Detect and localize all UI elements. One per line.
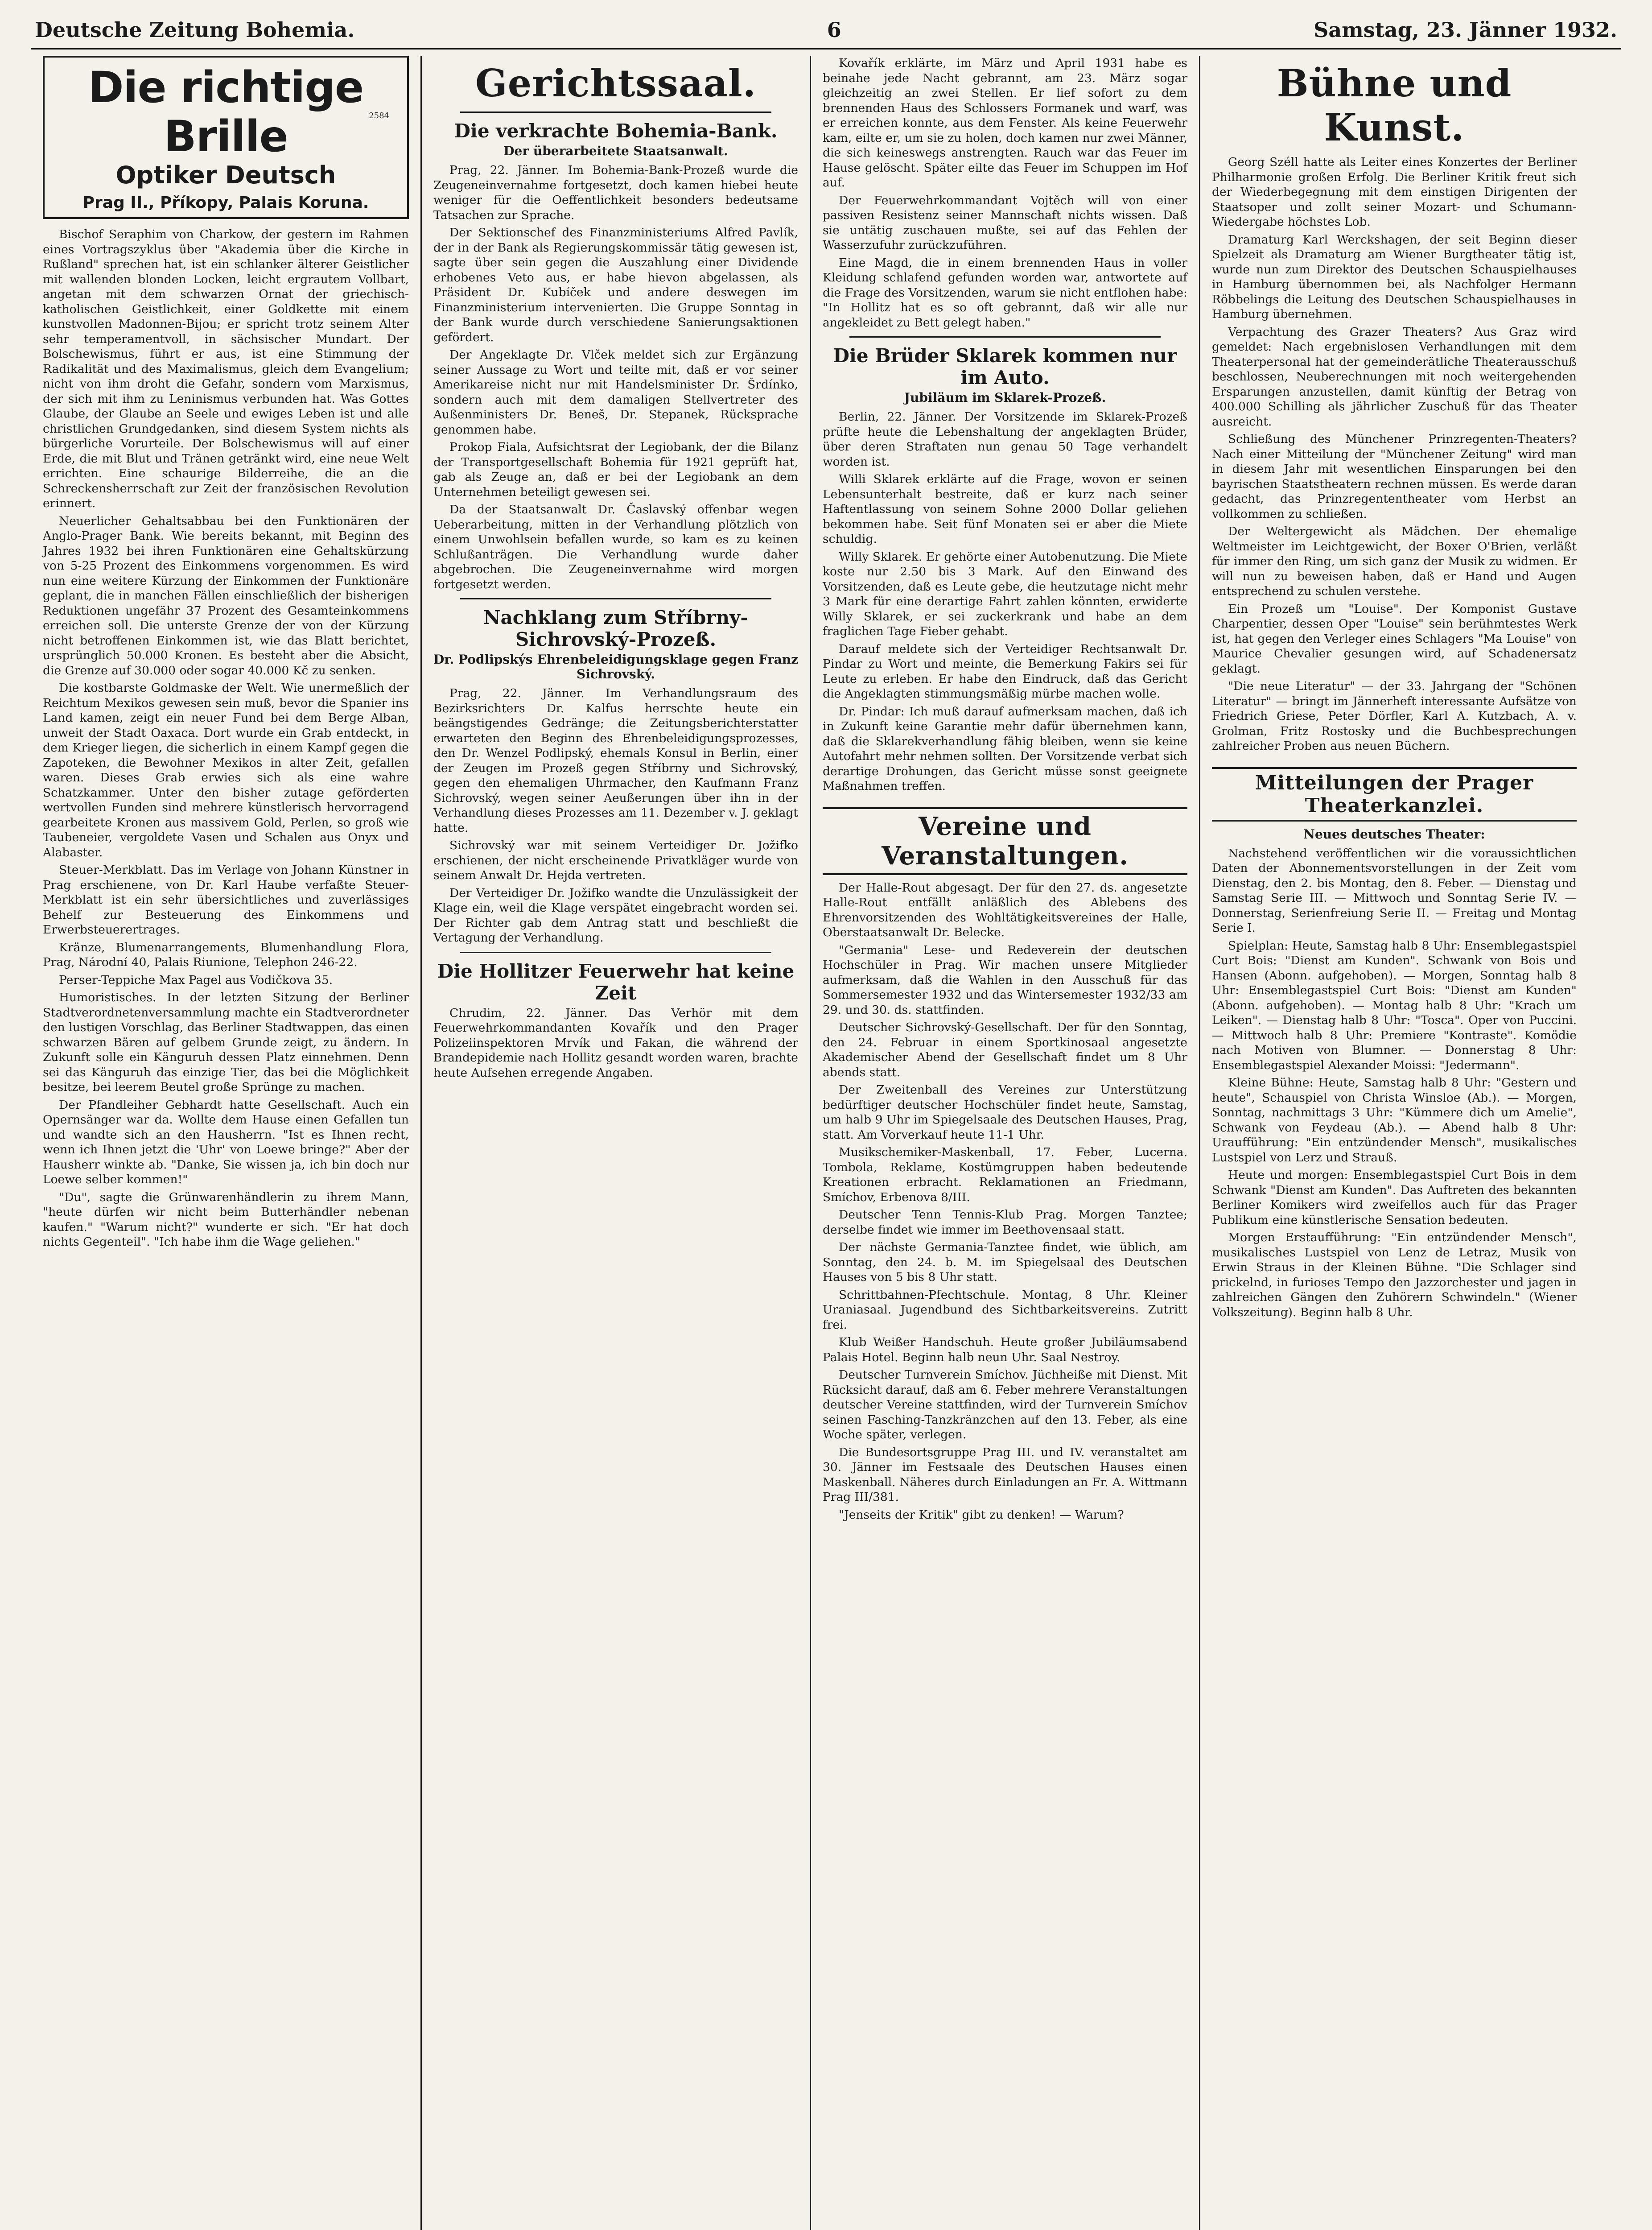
article-paragraph: Prokop Fiala, Aufsichtsrat der Legiobank, der die Bilanz der Transportgesellschaft Bohemia für 1921 geprüft hat, gab als Zeuge an, daß er bei der Legiobank an dem Unternehmen beteiligt gewesen sei. [433,440,798,499]
column-3 [810,56,1199,2230]
article-paragraph: Eine Magd, die in einem brennenden Haus in voller Kleidung schlafend gefunden worden war, antwortete auf die Frage des Vorsitzenden, warum sie nicht entflohen habe: "In Hollitz hat es so oft gebrannt, daß wir alle nur angekleidet zu Bett gelegt haben." [823,256,1187,330]
column-1 [31,56,420,2230]
headline-stribrny: Nachklang zum Stříbrny-Sichrovský-Prozeß. [483,607,748,650]
article-paragraph: "Jenseits der Kritik" gibt zu denken! — Warum? [839,1507,1124,1522]
section-title-theatre-office: Mitteilungen der Prager Theaterkanzlei. [1212,767,1577,822]
subheadline: Jubiläum im Sklarek-Prozeß. [904,390,1106,405]
divider [460,598,771,599]
article-paragraph: Der Weltergewicht als Mädchen. Der ehemalige Weltmeister im Leichtgewicht, der Boxer O'Brien, verläßt für immer den Ring, um sich ganz der Musik zu widmen. Er will nun zu beweisen haben, daß er Hand und Augen entsprechend zu schulen verstehe. [1212,524,1577,598]
article-paragraph: Darauf meldete sich der Verteidiger Rechtsanwalt Dr. Pindar zu Wort und meinte, die Bemerkung Fakirs sei für Leute zu erleben. Er habe den Eindruck, daß das Gericht die Angeklagten stimmungsmäßig mürbe machen wolle. [823,642,1187,701]
article-paragraph: Bischof Seraphim von Charkow, der gestern im Rahmen eines Vortragszyklus über "Akademia über die Kirche in Rußland" sprechen hat, ist ein schlanker älterer Geistlicher mit wallenden blonden Locken, leicht ergrautem Vollbart, angetan mit dem schwarzen Ornat der griechisch-katholischen Geistlichkeit, einer Goldkette mit einem kunstvollen Madonnen-Bijou; er spricht trotz seinem Alter sehr temperamentvoll, in sächsischer Mundart. Der Bolschewismus, führt er aus, ist eine Stimmung der Radikalität und des Maximalismus, gleich dem Evangelium; nicht von ihm droht die Gefahr, sondern vom Marxismus, der sich mit ihm zu Leninismus verbunden hat. Was Gottes Glaube, der Glaube an Seele und ewiges Leben ist und alle christlichen Grundgedanken, sind diesem System nichts als bürgerliche Vorurteile. Der Bolschewismus will auf einer Erde, die mit Blut und Tränen getränkt wird, eine neue Welt errichten. Eine schaurige Bilderreihe, die an die Schreckensherrschaft zur Zeit der französischen Revolution erinnert. [43,227,409,510]
article-paragraph: Dr. Pindar: Ich muß darauf aufmerksam machen, daß ich in Zukunft keine Garantie mehr dafür übernehmen kann, daß die Sklarekverhandlung fähig bleiben, wenn sie keine Autofahrt mehr nehmen sollten. Der Vorsitzende verbat sich derartige Drohungen, das Gericht müsse sonst geeignete Maßnahmen treffen. [823,704,1187,793]
article-paragraph: Humoristisches. In der letzten Sitzung der Berliner Stadtverordnetenversammlung machte ein Stadtverordneter den lustigen Vorschlag, das Berliner Stadtwappen, das einen schwarzen Bären auf gelbem Grunde zeigt, zu ändern. In Zukunft solle ein Känguruh dessen Platz einnehmen. Denn sei das Känguruh das einzige Tier, das bei die Möglichkeit besitze, bei leerem Beutel große Sprünge zu machen. [43,991,409,1094]
optician-ad [43,56,409,219]
subheadline: Dr. Podlipskýs Ehrenbeleidigungsklage gegen Franz Sichrovský. [433,652,799,681]
article-paragraph: Nachstehend veröffentlichen wir die voraussichtlichen Daten der Abonnementsvorstellungen in der Zeit vom Dienstag, den 2. bis Montag, den 8. Feber. — Dienstag und Samstag Serie III. — Mittwoch und Sonntag Serie IV. — Donnerstag, Serienfreiung Serie II. — Freitag und Montag Serie I. [1212,846,1577,935]
article-paragraph: Der Angeklagte Dr. Vlček meldet sich zur Ergänzung seiner Aussage zu Wort und teilte mit, daß er vor seiner Amerikareise nicht nur mit Handelsminister Dr. Šrdínko, sondern auch mit dem damaligen Stellvertreter des Außenministers Dr. Beneš, Dr. Stepanek, Rücksprache genommen habe. [433,348,798,437]
headline-bohemia-bank: Die verkrachte Bohemia-Bank. [454,120,778,142]
article-paragraph: Willy Sklarek. Er gehörte einer Autobenutzung. Die Miete koste nur 2.50 bis 3 Mark. Auf den Einwand des Vorsitzenden, daß es Leute gebe, die heutzutage nicht mehr 3 Mark für eine derartige Fahrt zahlen könnten, erwiderte Willy Sklarek, er sei zuckerkrank und habe an dem fraglichen Tage Fieber gehabt. [823,549,1187,638]
issue-date: Samstag, 23. Jänner 1932. [1314,18,1617,42]
article-paragraph: Kränze, Blumenarrangements, Blumenhandlung Flora, Prag, Národní 40, Palais Riunione, Telephon 246-22. [43,940,409,969]
article-paragraph: Steuer-Merkblatt. Das im Verlage von Johann Künstner in Prag erschienene, von Dr. Karl Haube verfaßte Steuer-Merkblatt ist ein sehr übersichtliches und zuverlässiges Behelf zur Besteuerung des Einkommens und Erwerbsteuerertrages. [43,863,409,937]
article-paragraph: Deutscher Turnverein Smíchov. Jüchheiße mit Dienst. Mit Rücksicht darauf, daß am 6. Feber mehrere Veranstaltungen deutscher Vereine stattfinden, wird der Turnverein Smíchov seinen Fasching-Tanzkränzchen auf den 13. Feber, als eine Woche später, verlegen. [823,1368,1187,1441]
page-number: 6 [827,18,841,42]
article-paragraph: Verpachtung des Grazer Theaters? Aus Graz wird gemeldet: Nach ergebnislosen Verhandlungen mit dem Theaterpersonal hat der gemeinderätliche Theaterausschuß beschlossen, Neuberechnungen mit noch weitergehenden Ersparungen anzustellen, damit künftig der Betrag von 400.000 Schilling als jährlicher Zuschuß für das Theater ausreicht. [1212,325,1577,429]
section-title-events: Vereine und Veranstaltungen. [823,807,1187,875]
article-paragraph: Morgen Erstaufführung: "Ein entzündender Mensch", musikalisches Lustspiel von Lenz de Letraz, Musik von Erwin Straus in der Kleinen Bühne. "Die Schlager sind prickelnd, in furioses Tempo den Jazzorchester und jagen in zahlreichen Gängen den Zuhörern Schwindeln." (Wiener Volkszeitung). Beginn halb 8 Uhr. [1212,1231,1577,1319]
article-paragraph: Dramaturg Karl Werckshagen, der seit Beginn dieser Spielzeit als Dramaturg am Wiener Burgtheater tätig ist, wurde nun zum Direktor des Deutschen Schauspielhauses in Hamburg übernommen bei, als Nachfolger Hermann Röbbelings die Leitung des Deutschen Schauspielhauses in Hamburg übernehmen. [1212,232,1577,321]
divider [849,336,1161,338]
article-paragraph: Heute und morgen: Ensemblegastspiel Curt Bois in dem Schwank "Dienst am Kunden". Das Auftreten des bekannten Berliner Komikers wird zweifellos auch für das Prager Publikum eine künstlerische Sensation bedeuten. [1212,1168,1577,1227]
article-paragraph: Chrudim, 22. Jänner. Das Verhör mit dem Feuerwehrkommandanten Kovařík und den Prager Polizeiinspektoren Mrvík und Fakan, die während der Brandepidemie nach Hollitz gesandt worden waren, brachte heute Aufsehen erregende Angaben. [433,1006,798,1080]
article-paragraph: Kovařík erklärte, im März und April 1931 habe es beinahe jede Nacht gebrannt, am 23. März sogar gleichzeitig an zwei Stellen. Er lief sofort zu dem brennenden Haus des Schlossers Formanek und warf, was er erreichen konnte, aus dem Fenster. Als keine Feuerwehr kam, eilte er, um sie zu holen, doch kamen nur zwei Männer, die sich keineswegs anstrengten. Rauch war das Feuer im Hause gelöscht. Später eilte das Feuer im Schuppen im Hof auf. [823,56,1187,190]
article-paragraph: Berlin, 22. Jänner. Der Vorsitzende im Sklarek-Prozeß prüfte heute die Lebenshaltung der angeklagten Brüder, über deren Straftaten nun genau 50 Tage verhandelt worden ist. [823,410,1187,469]
article-paragraph: Der Zweitenball des Vereines zur Unterstützung bedürftiger deutscher Hochschüler findet heute, Samstag, um halb 9 Uhr im Spiegelsaale des Deutschen Hauses, Prag, statt. Am Vorverkauf heute 11-1 Uhr. [823,1083,1187,1142]
section-title-stage-art: Bühne und Kunst. [1277,61,1512,149]
article-paragraph: Der Pfandleiher Gebhardt hatte Gesellschaft. Auch ein Opernsänger war da. Wollte dem Hause einen Gefallen tun und wandte sich an den Hausherrn. "Ist es Ihnen recht, wenn ich Ihnen jetzt die 'Uhr' von Loewe bringe?" Aber der Hausherr winkte ab. "Danke, Sie wissen ja, ich bin doch nur Loewe selber kommen!" [43,1098,409,1186]
article-paragraph: Da der Staatsanwalt Dr. Časlavský offenbar wegen Ueberarbeitung, mitten in der Verhandlung plötzlich von einem Unwohlsein befallen wurde, so kam es zu keinen Schlußanträgen. Die Verhandlung wurde daher abgebrochen. Die Zeugeneinvernahme wird morgen fortgesetzt werden. [433,503,798,591]
subheadline: Neues deutsches Theater: [1303,826,1485,842]
page-header [31,18,1621,50]
column-4 [1199,56,1588,2230]
ad-code: 2584 [369,111,389,120]
article-paragraph: Prag, 22. Jänner. Im Bohemia-Bank-Prozeß wurde die Zeugeneinvernahme fortgesetzt, doch kamen hiebei heute weniger für die Oeffentlichkeit besonders bedeutsame Tatsachen zur Sprache. [433,163,798,222]
article-paragraph: Ein Prozeß um "Louise". Der Komponist Gustave Charpentier, dessen Oper "Louise" sein berühmtestes Werk ist, hat gegen den Verleger eines Schlagers "Ma Louise" von Maurice Chevalier gesungen wird, auf Schadenersatz geklagt. [1212,602,1577,676]
article-paragraph: Die kostbarste Goldmaske der Welt. Wie unermeßlich der Reichtum Mexikos gewesen sein muß, bevor die Spanier ins Land kamen, zeigt ein neuer Fund bei dem Berge Alban, unweit der Stadt Oaxaca. Dort wurde ein Grab entdeckt, in dem Krieger liegen, die sicherlich in einem Kampf gegen die Zapoteken, die Bewohner Mexikos in alter Zeit, gefallen waren. Dieses Grab erwies sich als eine wahre Schatzkammer. Unter den bisher zutage geförderten wertvollen Funden sind mehrere künstlerisch hervorragend gearbeitete Kronen aus massivem Gold, Perlen, so groß wie Taubeneier, vergoldete Vasen und Schalen aus Onyx und Alabaster. [43,681,409,859]
section-title-court: Gerichtssaal. [475,61,756,105]
ad-address: Prag II., Příkopy, Palais Koruna. [82,194,369,212]
article-paragraph: Spielplan: Heute, Samstag halb 8 Uhr: Ensemblegastspiel Curt Bois: "Dienst am Kunden". Schwank von Bois und Hansen (Abonn. aufgehoben). — Morgen, Sonntag halb 8 Uhr: Ensemblegastspiel Curt Bois: "Dienst am Kunden" (Abonn. aufgehoben). — Montag halb 8 Uhr: "Krach um Leiken". — Dienstag halb 8 Uhr: "Tosca". Oper von Puccini. — Mittwoch halb 8 Uhr: Premiere "Kontraste". Komödie nach Motiven von Blumner. — Donnerstag 8 Uhr: Ensemblegastspiel Alexander Moissi: "Jedermann". [1212,938,1577,1072]
article-paragraph: Der Feuerwehrkommandant Vojtěch will von einer passiven Resistenz seiner Mannschaft nichts wissen. Daß sie untätig zuschauen mußte, sei auf das Fehlen der Wasserzufuhr zurückzuführen. [823,193,1187,252]
article-paragraph: Prag, 22. Jänner. Im Verhandlungsraum des Bezirksrichters Dr. Kalfus herrschte heute ein beängstigendes Gedränge; die Zeitungsberichterstatter erwarteten den Beginn des Ehrenbeleidigungsprozesses, den Dr. Wenzel Podlipský, ehemals Konsul in Berlin, einer der Zeugen im Prozeß gegen Stříbrny und Sichrovský, gegen den ehemaligen Uhrmacher, den Kaufmann Franz Sichrovský, wegen seiner Aeußerungen über ihn in der Verhandlung dieses Prozesses am 11. Dezember v. J. geklagt hatte. [433,686,798,835]
article-paragraph: Klub Weißer Handschuh. Heute großer Jubiläumsabend Palais Hotel. Beginn halb neun Uhr. Saal Nestroy. [823,1335,1187,1364]
article-paragraph: Schrittbahnen-Pfechtschule. Montag, 8 Uhr. Kleiner Uraniasaal. Jugendbund des Sichtbarkeitsvereins. Zutritt frei. [823,1288,1187,1332]
article-paragraph: Schließung des Münchener Prinzregenten-Theaters? Nach einer Mitteilung der "Münchener Zeitung" wird man in diesem Jahr mit wesentlichen Einsparungen bei den bayrischen Staatstheatern rechnen müssen. Es werde daran gedacht, das Prinzregententheater vom Herbst an vollkommen zu schließen. [1212,432,1577,521]
article-paragraph: Der nächste Germania-Tanztee findet, wie üblich, am Sonntag, den 24. b. M. im Spiegelsaal des Deutschen Hauses von 5 bis 8 Uhr statt. [823,1240,1187,1284]
article-paragraph: Deutscher Tenn Tennis-Klub Prag. Morgen Tanztee; derselbe findet wie immer im Beethovensaal statt. [823,1208,1187,1237]
article-paragraph: Die Bundesortsgruppe Prag III. und IV. veranstaltet am 30. Jänner im Festsaale des Deutschen Hauses einen Maskenball. Näheres durch Einladungen an Fr. A. Wittmann Prag III/381. [823,1445,1187,1504]
article-paragraph: Sichrovský war mit seinem Verteidiger Dr. Jožifko erschienen, der nicht erscheinende Privatkläger wurde von seinem Anwalt Dr. Hejda vertreten. [433,838,798,882]
article-paragraph: Neuerlicher Gehaltsabbau bei den Funktionären der Anglo-Prager Bank. Wie bereits bekannt, mit Beginn des Jahres 1932 bei ihren Funktionären eine Gehaltskürzung von 5-25 Prozent des Einkommens vorgenommen. Es wird nun eine weitere Kürzung der Einkommen der Funktionäre geplant, die in manchen Fällen einschließlich der bisherigen Reduktionen ungefähr 37 Prozent des Gesamteinkommens erreichen soll. Die unterste Grenze der von der Kürzung nicht betroffenen Einkommen ist, wie das Blatt berichtet, ursprünglich 50.000 Kronen. Es besteht aber die Absicht, die Grenze auf 30.000 oder sogar 40.000 Kč zu senken. [43,514,409,677]
article-paragraph: "Germania" Lese- und Redeverein der deutschen Hochschüler in Prag. Wir machen unsere Mitglieder aufmerksam, daß die Wahlen in den Ausschuß für das Sommersemester 1932 und das Wintersemester 1932/33 am 29. und 30. ds. stattfinden. [823,943,1187,1017]
masthead: Deutsche Zeitung Bohemia. [35,18,355,42]
article-paragraph: "Die neue Literatur" — der 33. Jahrgang der "Schönen Literatur" — bringt im Jännerheft interessante Aufsätze von Friedrich Griese, Peter Dörfler, Karl A. Kutzbach, A. v. Grolman, Fritz Rostosky und die Buchbesprechungen zahlreicher Proben aus neuen Büchern. [1212,679,1577,753]
column-2 [420,56,810,2230]
article-paragraph: Deutscher Sichrovský-Gesellschaft. Der für den Sonntag, den 24. Februar in einem Sportkinosaal angesetzte Akademischer Abend der Gesellschaft findet um 8 Uhr abends statt. [823,1020,1187,1079]
article-paragraph: "Du", sagte die Grünwarenhändlerin zu ihrem Mann, "heute dürfen wir nicht beim Butterhändler nebenan kaufen." "Warum nicht?" wunderte er sich. "Er hat doch nichts Gegenteil". "Ich habe ihm die Wage geliehen." [43,1190,409,1249]
article-paragraph: Der Sektionschef des Finanzministeriums Alfred Pavlík, der in der Bank als Regierungskommissär tätig gewesen ist, sagte über sein gegen die Auszahlung einer Dividende erhobenes Veto aus, er habe hievon abgelassen, als Präsident Dr. Kubíček und andere deswegen im Finanzministerium intervenierten. Die Gruppe Sonntag in der Bank wurde durch verschiedene Sanierungsaktionen gefördert. [433,226,798,344]
divider [460,952,771,953]
article-paragraph: Kleine Bühne: Heute, Samstag halb 8 Uhr: "Gestern und heute", Schauspiel von Christa Winsloe (Ab.). — Morgen, Sonntag, nachmittags 3 Uhr: "Kümmere dich um Amelie", Schwank von Feydeau (Ab.). — Abend halb 8 Uhr: Uraufführung: "Ein entzündender Mensch", musikalisches Lustspiel von Lerz und Strauß. [1212,1076,1577,1165]
columns [31,56,1621,2230]
headline-sklarek: Die Brüder Sklarek kommen nur im Auto. [833,345,1177,388]
subheadline: Der überarbeitete Staatsanwalt. [503,144,728,158]
article-paragraph: Der Halle-Rout abgesagt. Der für den 27. ds. angesetzte Halle-Rout entfällt anläßlich des Ablebens des Ehrenvorsitzenden des Wohltätigkeitsvereines der Halle, Oberstaatsanwalt Dr. Belecke. [823,880,1187,939]
ad-title: Die richtige Brille [88,62,364,161]
divider [460,112,771,113]
article-paragraph: Willi Sklarek erklärte auf die Frage, wovon er seinen Lebensunterhalt bestreite, daß er kurz nach seiner Haftentlassung von seinem Sohne 2000 Dollar geliehen bekommen habe. Seit fünf Monaten sei er aber die Miete schuldig. [823,472,1187,546]
headline-hollitz-fire: Die Hollitzer Feuerwehr hat keine Zeit [437,960,795,1004]
article-paragraph: Musikschemiker-Maskenball, 17. Feber, Lucerna. Tombola, Reklame, Kostümgruppen haben bedeutende Kreationen erbracht. Reklamationen an Friedmann, Smíchov, Erbenova 8/III. [823,1145,1187,1204]
article-paragraph: Perser-Teppiche Max Pagel aus Vodičkova 35. [59,973,333,987]
article-paragraph: Der Verteidiger Dr. Jožifko wandte die Unzulässigkeit der Klage ein, weil die Klage verspätet eingebracht worden sei. Der Richter gab dem Antrag statt und beschließt die Vertagung der Verhandlung. [433,886,798,945]
article-paragraph: Georg Széll hatte als Leiter eines Konzertes der Berliner Philharmonie großen Erfolg. Die Berliner Kritik freut sich der Wiederbegegnung mit dem einstigen Dirigenten der Staatsoper und zollt seiner Mozart- und Schumann-Wiedergabe höchstes Lob. [1212,155,1577,229]
ad-subtitle: Optiker Deutsch [115,161,336,189]
